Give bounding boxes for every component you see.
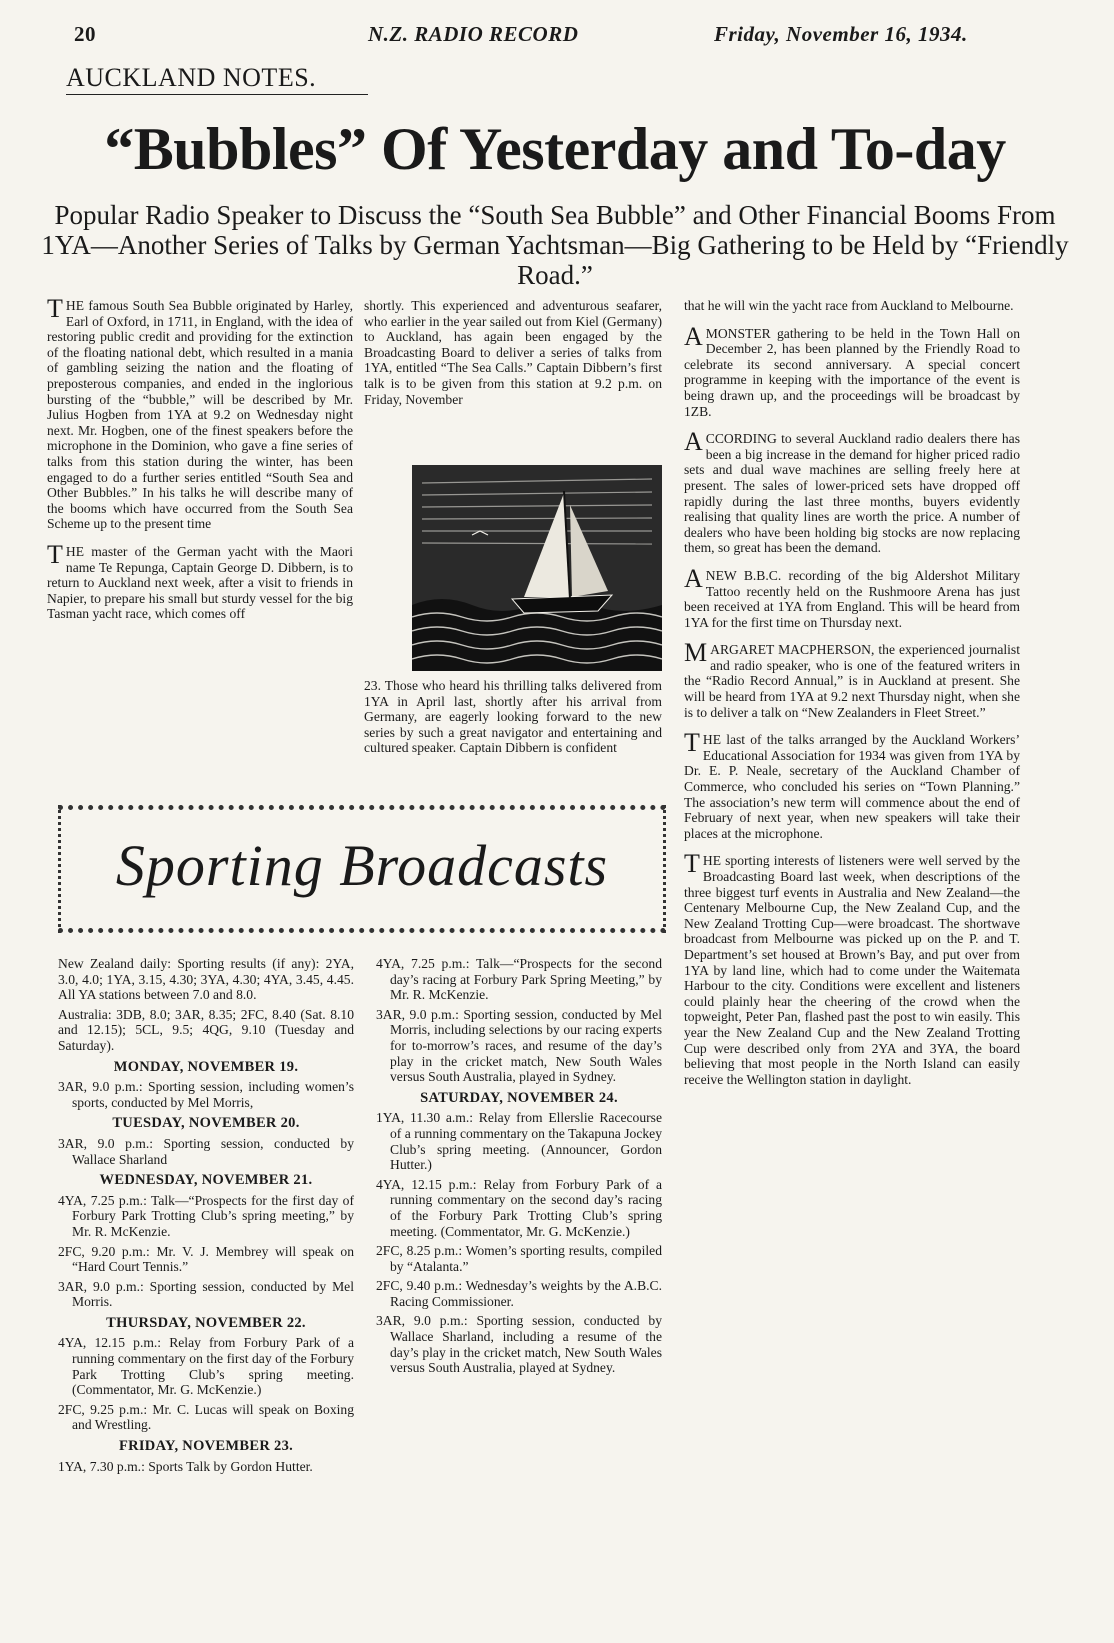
dibbern-paragraph: THE master of the German yacht with the Maori name Te Repunga, Captain George D. Dibbern, is to return to Auckland next week, after a visit to friends in Napier, to prepare his small but sturdy vessel for the big Tasman yacht race, which comes off (47, 539, 353, 622)
wednesday-heading: WEDNESDAY, NOVEMBER 21. (99, 1172, 313, 1189)
sporting-column-2 (376, 956, 662, 1380)
schedule-entry: 2FC, 9.40 p.m.: Wednesday’s weights by the A.B.C. Racing Commissioner. (376, 1278, 662, 1309)
nz-daily-schedule: New Zealand daily: Sporting results (if any): 2YA, 3.0, 4.0; 1YA, 3.15, 4.30; 3YA, 4.30; 4YA, 3.45, 4.45. All YA stations between 7.0 and 8.0. (58, 956, 354, 1003)
schedule-entry: 3AR, 9.0 p.m.: Sporting session, conducted by Wallace Sharland, including a resume of the day’s play in the cricket match, New South Wales versus South Australia, played at Sydney. (376, 1313, 662, 1376)
headline: “Bubbles” Of Yesterday and To-day (104, 116, 1006, 182)
schedule-entry: 4YA, 12.15 p.m.: Relay from Forbury Park of a running commentary on the second day’s racing of the Forbury Park Trotting Club’s spring meeting. (Commentator, Mr. G. McKenzie.) (376, 1176, 662, 1239)
sporting-interests-paragraph: THE sporting interests of listeners were well served by the Broadcasting Board last week, when descriptions of the three biggest turf events in Australia and New Zealand—the Centenary Melbourne Cup, the New Zealand Cup, and the New Zealand Trotting Cup—were broadcast. The shortwave broadcast from Melbourne was picked up on the P. and T. Department’s set housed at Brown’s Bay, and put over from 1YA by land line, which had to come under the Waitemata Harbour to the city. Conditions were excellent and listeners could plainly hear the cheering of the crowd when the topweight, Peter Pan, flashed past the post to win easily. This year the New Zealand Cup and the New Zealand Trotting Cup were described only from 2YA and 3YA, the board believing that most people in the North Island can easily receive the Wellington station in daylight. (684, 849, 1020, 1087)
schedule-entry: 4YA, 7.25 p.m.: Talk—“Prospects for the second day’s racing at Forbury Park Spring Meeting,” by Mr. R. McKenzie. (376, 956, 662, 1003)
south-sea-bubble-paragraph: THE famous South Sea Bubble originated by Harley, Earl of Oxford, in 1711, in England, with the idea of restoring public credit and providing for the extinction of the floating national debt, which resulted in a mania of gambling seizing the nation and the floating of preposterous companies, and ended in the inglorious bursting of the “bubble,” will be described by Mr. Julius Hogben from 1YA at 9.2 on Wednesday night next. Mr. Hogben, one of the finest speakers before the microphone in the Dominion, who gave a fine series of talks from this station during the winter, has been engaged to do a further series entitled “South Sea and Other Bubbles.” In his talks he will describe many of the booms which have occurred from the South Sea Scheme up to the present time (47, 294, 353, 532)
friendly-road-paragraph: AMONSTER gathering to be held in the Town Hall on December 2, has been planned by the Friendly Road to celebrate its second anniversary. A special concert programme in keeping with the importance of the event is being drawn up, and the proceedings will be broadcast by 1ZB. (684, 321, 1020, 419)
schedule-entry: 4YA, 12.15 p.m.: Relay from Forbury Park of a running commentary on the first day of the Forbury Park Trotting Club’s spring meeting. (Commentator, Mr. G. McKenzie.) (58, 1335, 354, 1398)
yacht-race-paragraph: that he will win the yacht race from Auckland to Melbourne. (684, 298, 1014, 313)
section-label: AUCKLAND NOTES. (66, 63, 317, 92)
macpherson-paragraph: MARGARET MACPHERSON, the experienced journalist and radio speaker, who is one of the featured writers in the “Radio Record Annual,” is in Auckland at present. She will be heard from 1YA at 9.2 next Thursday night, when she is to deliver a talk on “New Zealanders in Fleet Street.” (684, 638, 1020, 720)
issue-date: Friday, November 16, 1934. (714, 22, 968, 46)
wea-talks-paragraph: THE last of the talks arranged by the Auckland Workers’ Educational Association for 1934 was given from 1YA by Dr. E. P. Neale, secretary of the Auckland Chamber of Commerce, who concluded his series on “Town Planning.” The association’s new term will commence about the end of February of next year, when new speakers will take their places at the microphone. (684, 728, 1020, 841)
thursday-heading: THURSDAY, NOVEMBER 22. (106, 1314, 306, 1331)
tuesday-heading: TUESDAY, NOVEMBER 20. (112, 1115, 300, 1132)
column-2-lower (364, 678, 662, 768)
sporting-broadcasts-banner (58, 805, 666, 933)
friday-heading: FRIDAY, NOVEMBER 23. (118, 1438, 294, 1455)
column-1 (47, 294, 353, 634)
dibbern-talks-paragraph: 23. Those who heard his thrilling talks delivered from 1YA in April last, shortly after his arrival from Germany, are eagerly looking forward to the new series by such a great navigator and entertaining and cultured speaker. Captain Dibbern is confident (364, 678, 662, 756)
sporting-column-1 (58, 956, 354, 1478)
section-rule (66, 94, 368, 95)
schedule-entry: 1YA, 11.30 a.m.: Relay from Ellerslie Racecourse of a running commentary on the Takapuna Jockey Club’s spring meeting. (Announcer, Gordon Hutter.) (376, 1110, 662, 1173)
schedule-entry: 3AR, 9.0 p.m.: Sporting session, conducted by Mel Morris, including selections by our racing experts for to-morrow’s races, and resume of the day’s play in the cricket match, New South Wales versus South Australia, played in Sydney. (376, 1006, 662, 1085)
schedule-entry: 4YA, 7.25 p.m.: Talk—“Prospects for the first day of Forbury Park Trotting Club’s spring meeting,” by Mr. R. McKenzie. (58, 1192, 354, 1239)
schedule-entry: 2FC, 9.25 p.m.: Mr. C. Lucas will speak on Boxing and Wrestling. (58, 1401, 354, 1433)
schedule-entry: 3AR, 9.0 p.m.: Sporting session, including women’s sports, conducted by Mel Morris, (58, 1079, 354, 1110)
page-number: 20 (74, 22, 96, 46)
yacht-illustration (412, 465, 662, 671)
column-3 (684, 298, 1020, 1099)
publication-name: N.Z. RADIO RECORD (368, 22, 579, 46)
radio-dealers-paragraph: ACCORDING to several Auckland radio dealers there has been a big increase in the demand for higher priced radio sets and dual wave machines are selling freely here at present. The sales of lower-priced sets have dropped off rapidly during the last three months, buyers evidently realising that quality lines are worth the price. A number of dealers who have been holding big stocks are now replacing them, so great has been the demand. (684, 427, 1020, 556)
schedule-entry: 1YA, 7.30 p.m.: Sports Talk by Gordon Hutter. (58, 1458, 313, 1474)
sporting-broadcasts-title: Sporting Broadcasts (115, 833, 609, 898)
schedule-entry: 3AR, 9.0 p.m.: Sporting session, conducted by Mel Morris. (58, 1278, 354, 1310)
australia-schedule: Australia: 3DB, 8.0; 3AR, 8.35; 2FC, 8.40 (Sat. 8.10 and 12.15); 5CL, 9.5; 4QG, 9.10 (Tuesday and Saturday). (58, 1006, 354, 1053)
monday-heading: MONDAY, NOVEMBER 19. (113, 1058, 299, 1075)
column-2-top (364, 298, 662, 448)
schedule-entry: 3AR, 9.0 p.m.: Sporting session, conducted by Wallace Sharland (58, 1135, 354, 1167)
schedule-entry: 2FC, 8.25 p.m.: Women’s sporting results, compiled by “Atalanta.” (376, 1243, 662, 1274)
subhead: Popular Radio Speaker to Discuss the “South Sea Bubble” and Other Financial Booms From 1YA—Another Series of Talks by German Yachtsman—Big Gathering to be Held by “Friendly Road.” (41, 200, 1069, 290)
dibbern-continued-paragraph: shortly. This experienced and adventurous seafarer, who earlier in the year sailed out from Kiel (Germany) to Auckland, has again been engaged by the Broadcasting Board to deliver a series of talks from 1YA, entitled “The Sea Calls.” Captain Dibbern’s first talk is to be given from this station at 9.2 p.m. on Friday, November (364, 298, 662, 407)
saturday-heading: SATURDAY, NOVEMBER 24. (420, 1089, 618, 1106)
schedule-entry: 2FC, 9.20 p.m.: Mr. V. J. Membrey will speak on “Hard Court Tennis.” (58, 1243, 354, 1275)
bbc-recording-paragraph: ANEW B.B.C. recording of the big Aldershot Military Tattoo recently held on the Rushmoore Arena has just been received at 1YA from England. This will be heard from 1YA for the first time on Thursday next. (684, 563, 1020, 630)
